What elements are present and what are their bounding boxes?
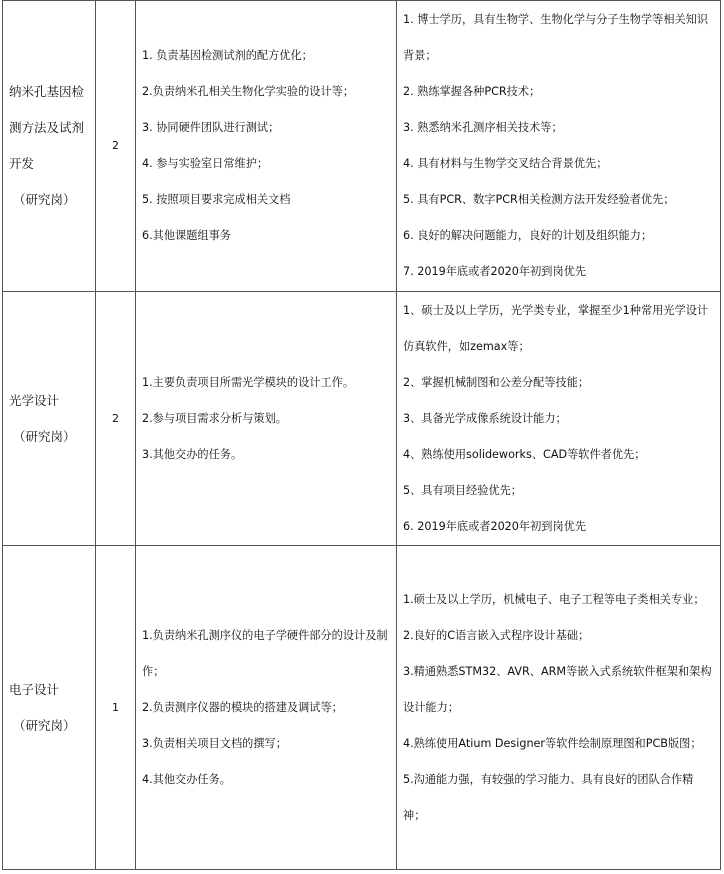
requirement-item: 3.精通熟悉STM32、AVR、ARM等嵌入式系统软件框架和架构设计能力； <box>403 664 712 714</box>
requirement-item: 5. 具有PCR、数字PCR相关检测方法开发经验者优先； <box>403 193 675 206</box>
headcount-cell: 2 <box>96 1 136 292</box>
duty-item: 6.其他课题组事务 <box>142 229 231 242</box>
position-cell <box>3 546 96 870</box>
duty-item: 4. 参与实验室日常维护； <box>142 157 269 170</box>
requirement-item: 6. 良好的解决问题能力，良好的计划及组织能力； <box>403 229 653 242</box>
requirement-item: 2、掌握机械制图和公差分配等技能； <box>403 375 590 389</box>
requirement-item: 5、具有项目经验优先； <box>403 483 522 497</box>
requirement-item: 3、具备光学成像系统设计能力； <box>403 411 567 425</box>
duty-item: 1.负责纳米孔测序仪的电子学硬件部分的设计及制作； <box>142 628 388 678</box>
table-row <box>3 292 721 546</box>
duty-item: 1.主要负责项目所需光学模块的设计工作。 <box>142 375 355 389</box>
requirement-item: 5.沟通能力强，有较强的学习能力、具有良好的团队合作精神； <box>403 772 694 822</box>
requirements-cell <box>397 292 721 546</box>
position-tag: （研究岗） <box>13 192 76 207</box>
headcount-cell: 2 <box>96 292 136 546</box>
requirements-cell <box>397 1 721 292</box>
requirement-item: 4. 具有材料与生物学交叉结合背景优先； <box>403 157 608 170</box>
requirement-item: 4.熟练使用Atium Designer等软件绘制原理图和PCB版图； <box>403 736 702 750</box>
duties-cell <box>136 546 397 870</box>
position-name: 纳米孔基因检测方法及试剂开发 <box>9 84 85 171</box>
requirement-item: 1.硕士及以上学历，机械电子、电子工程等电子类相关专业； <box>403 592 705 606</box>
duty-item: 2.负责纳米孔相关生物化学实验的设计等； <box>142 85 355 98</box>
recruitment-table <box>2 0 721 870</box>
requirement-item: 1、硕士及以上学历，光学类专业，掌握至少1种常用光学设计仿真软件，如zemax等； <box>403 303 709 353</box>
position-tag: （研究岗） <box>13 428 76 444</box>
duty-item: 2.参与项目需求分析与策划。 <box>142 411 287 425</box>
requirement-item: 2.良好的C语言嵌入式程序设计基础； <box>403 628 590 642</box>
requirement-item: 2. 熟练掌握各种PCR技术； <box>403 85 541 98</box>
duty-item: 1. 负责基因检测试剂的配方优化； <box>142 49 313 62</box>
position-name: 光学设计 <box>9 392 60 408</box>
position-name: 电子设计 <box>9 681 60 697</box>
headcount-cell: 1 <box>96 546 136 870</box>
duty-item: 3. 协同硬件团队进行测试； <box>142 121 280 134</box>
duty-item: 3.负责相关项目文档的撰写； <box>142 736 287 750</box>
table-row <box>3 1 721 292</box>
duty-item: 5. 按照项目要求完成相关文档 <box>142 193 291 206</box>
requirement-item: 7. 2019年底或者2020年初到岗优先 <box>403 265 587 278</box>
duty-item: 3.其他交办的任务。 <box>142 447 243 461</box>
requirement-item: 3. 熟悉纳米孔测序相关技术等； <box>403 121 563 134</box>
requirement-item: 4、熟练使用solideworks、CAD等软件者优先； <box>403 447 646 461</box>
duties-cell <box>136 292 397 546</box>
table-row <box>3 546 721 870</box>
requirements-cell <box>397 546 721 870</box>
position-tag: （研究岗） <box>13 717 76 733</box>
position-cell <box>3 1 96 292</box>
duties-cell <box>136 1 397 292</box>
requirement-item: 1. 博士学历，具有生物学、生物化学与分子生物学等相关知识背景； <box>403 13 709 62</box>
requirement-item: 6. 2019年底或者2020年初到岗优先 <box>403 519 587 533</box>
duty-item: 2.负责测序仪器的模块的搭建及调试等； <box>142 700 343 714</box>
duty-item: 4.其他交办任务。 <box>142 772 231 786</box>
position-cell <box>3 292 96 546</box>
